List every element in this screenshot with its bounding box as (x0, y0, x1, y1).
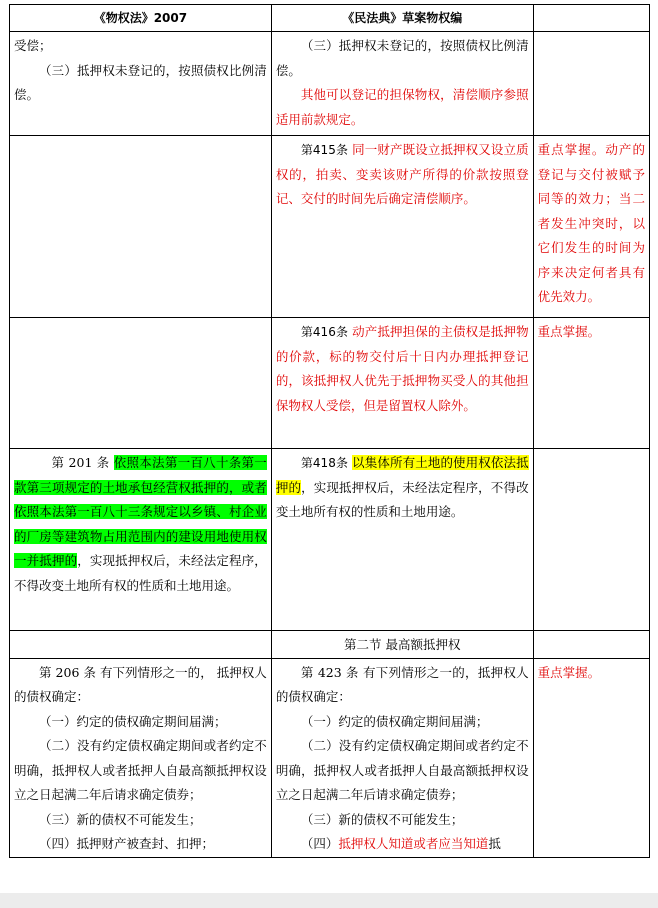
article-text: 同一财产既设立抵押权又设立质权的，拍卖、变卖该财产所得的价款按照登记、交付的时间先后确定清偿顺序。 (275, 142, 529, 206)
cell-note: 重点掌握。动产的登记与交付被赋予同等的效力；当二者发生冲突时，以它们发生的时间为序来决定何者具有优先效力。 (533, 136, 649, 318)
article-text: ，实现抵押权后，未经法定程序，不得改变土地所有权的性质和土地用途。 (14, 553, 267, 593)
cell-note (533, 631, 649, 659)
cell-note (533, 32, 649, 136)
list-item: （三）新的债权不可能发生； (39, 811, 202, 827)
cell-property-law (10, 32, 272, 136)
table-header-row (10, 5, 650, 32)
cell-civil-code (271, 318, 533, 449)
table-row (10, 449, 650, 631)
paragraph: （三）抵押权未登记的，按照债权比例清偿。 (275, 38, 529, 78)
cell-property-law (10, 631, 272, 659)
item-tail: 抵 (488, 836, 501, 851)
list-item: （三）新的债权不可能发生； (300, 811, 464, 827)
item-marker: （四） (300, 836, 339, 851)
highlighted-text: 依照本法第一百八十条第一款第三项规定的土地承包经营权抵押的，或者依照本法第一百八十三条规定以乡镇、村企业的厂房等建筑物占用范围内的建设用地使用权一并抵押的 (14, 455, 267, 568)
article-number: 第 206 条 (39, 664, 96, 680)
table-row (10, 32, 650, 136)
list-item: （一）约定的债权确定期间届满； (39, 713, 227, 729)
cell-civil-code (271, 658, 533, 857)
cell-property-law (10, 136, 272, 318)
article-number: 第415条 (300, 143, 349, 157)
article-text: ，实现抵押权后，未经法定程序，不得改变土地所有权的性质和土地用途。 (275, 479, 529, 519)
list-item: （二）没有约定债权确定期间或者约定不明确，抵押权人或者抵押人自最高额抵押权设立之日起满二年后请求确定债券； (275, 738, 529, 802)
paragraph: 受偿； (14, 38, 52, 53)
table-row (10, 658, 650, 857)
cell-civil-code (271, 32, 533, 136)
article-text: 动产抵押担保的主债权是抵押物的价款，标的物交付后十日内办理抵押登记的，该抵押权人优先于抵押物买受人的其他担保物权人受偿，但是留置权人除外。 (275, 324, 529, 413)
table-row (10, 136, 650, 318)
cell-note (533, 449, 649, 631)
cell-civil-code (271, 136, 533, 318)
comparison-table (9, 4, 650, 858)
cell-note: 重点掌握。 (533, 318, 649, 449)
highlighted-text: 以集体所有土地的使用权依法抵押的 (275, 455, 529, 495)
section-row (10, 631, 650, 659)
cell-civil-code (271, 449, 533, 631)
section-title: 第二节 最高额抵押权 (271, 631, 533, 659)
list-item: （一）约定的债权确定期间届满； (300, 713, 489, 729)
table-row (10, 318, 650, 449)
cell-property-law (10, 318, 272, 449)
cell-property-law (10, 658, 272, 857)
article-number: 第 423 条 (300, 664, 359, 680)
cell-property-law (10, 449, 272, 631)
header-notes (533, 5, 649, 32)
amended-text: 抵押权人知道或者应当知道 (338, 836, 489, 851)
article-text: 有下列情形之一的，抵押权人的债权确定： (275, 664, 529, 704)
article-text: 有下列情形之一的， 抵押权人的债权确定： (14, 664, 267, 704)
cell-note: 重点掌握。 (533, 658, 649, 857)
article-number: 第418条 (300, 456, 349, 470)
list-item: （四）抵押财产被查封、扣押； (39, 836, 215, 851)
header-property-law: 《物权法》2007 (10, 5, 272, 32)
list-item: （二）没有约定债权确定期间或者约定不明确，抵押权人或者抵押人自最高额抵押权设立之日起满二年后请求确定债券； (14, 738, 267, 802)
paragraph-amendment: 其他可以登记的担保物权，清偿顺序参照适用前款规定。 (275, 87, 529, 127)
article-number: 第 201 条 (51, 455, 110, 470)
paragraph: （三）抵押权未登记的，按照债权比例清偿。 (14, 62, 267, 102)
page-gap (0, 893, 658, 908)
list-item (276, 832, 529, 857)
header-civil-code: 《民法典》草案物权编 (271, 5, 533, 32)
article-number: 第416条 (300, 325, 349, 339)
